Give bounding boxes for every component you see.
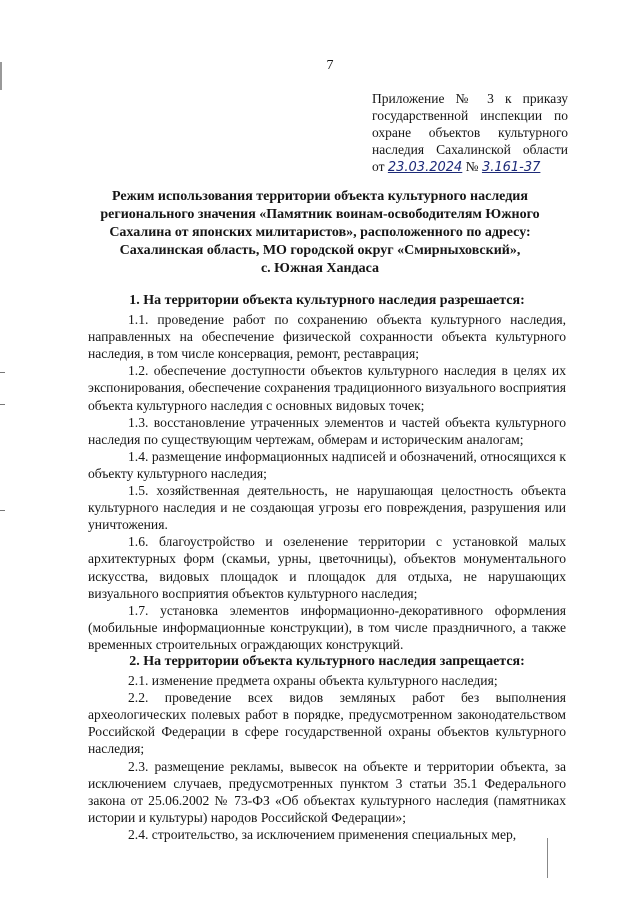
document-body [88, 292, 566, 843]
paragraph: 1.3. восстановление утраченных элементов и частей объекта культурного наследия по существующим чертежам, обмерам и историческим аналогам; [88, 414, 566, 447]
scan-artifact-line [547, 838, 548, 878]
paragraph: 2.3. размещение рекламы, вывесок на объекте и территории объекта, за исключением случаев, предусмотренных пунктом 3 статьи 35.1 Федерального закона от 25.06.2002 № 73-ФЗ «Об объектах культурного наследия (памятниках истории и культуры) народов Российской Федерации»; [88, 758, 566, 825]
paragraph: 2.1. изменение предмета охраны объекта культурного наследия; [128, 673, 498, 689]
title-line: Сахалинская область, МО городской округ «Смирныховский», [119, 243, 521, 258]
appendix-line: государственной инспекции по [372, 108, 568, 123]
paragraph: 1.1. проведение работ по сохранению объекта культурного наследия, направленных на обеспечение физической сохранности объекта культурного наследия, в том числе консервация, ремонт, реставрация; [88, 312, 566, 362]
handwritten-date: 23.03.2024 [387, 160, 463, 175]
title-line: регионального значения «Памятник воинам-освободителям Южного [100, 207, 540, 222]
title-line: Сахалина от японских милитаристов», расположенного по адресу: [109, 225, 531, 240]
section-heading: 1. На территории объекта культурного наследия разрешается: [129, 293, 525, 308]
title-line: с. Южная Хандаса [260, 261, 380, 276]
scan-margin-mark [0, 404, 5, 405]
paragraph: 1.6. благоустройство и озеленение территории с установкой малых архитектурных форм (скамьи, урны, цветочницы), объектов монументального искусства, видовых площадок и площадок для отдыха, не нарушающих визуального восприятия объектов культурного наследия; [88, 534, 566, 601]
appendix-line: наследия Сахалинской области [372, 142, 568, 157]
paragraph: 2.4. строительство, за исключением применения специальных мер, [128, 826, 517, 842]
handwritten-order-number: 3.161-37 [481, 160, 541, 175]
title-line: Режим использования территории объекта культурного наследия [112, 189, 528, 204]
section-heading: 2. На территории объекта культурного наследия запрещается: [129, 653, 525, 669]
paragraph: 1.5. хозяйственная деятельность, не нарушающая целостность объекта культурного наследия и не создающая угрозы его повреждения, разрушения или уничтожения. [88, 483, 566, 533]
appendix-line: охране объектов культурного [372, 125, 568, 140]
paragraph: 1.2. обеспечение доступности объектов культурного наследия в целях их экспонирования, обеспечение сохранения традиционного визуального восприятия объекта культурного наследия с основных видовых точек; [88, 363, 566, 413]
appendix-line: Приложение № 3 к приказу [372, 91, 568, 106]
appendix-order-line [372, 158, 568, 176]
scan-margin-mark [0, 510, 5, 511]
paragraph: 1.4. размещение информационных надписей и обозначений, относящихся к объекту культурного наследия; [88, 448, 566, 481]
paragraph: 2.2. проведение всех видов земляных работ без выполнения археологических полевых работ в порядке, предусмотренном законодательством Российской Федерации в сфере государственной охраны объектов культурного наследия; [88, 690, 566, 757]
paragraph: 1.7. установка элементов информационно-декоративного оформления (мобильные информационные конструкции), в том числе праздничного, а также временных строительных ограждающих конструкций. [88, 602, 566, 652]
page-number: 7 [326, 58, 334, 73]
appendix-header [372, 90, 568, 176]
from-label: от [372, 159, 385, 174]
number-sign: № [465, 159, 479, 174]
document-title [85, 188, 555, 278]
scan-margin-mark [0, 372, 5, 373]
